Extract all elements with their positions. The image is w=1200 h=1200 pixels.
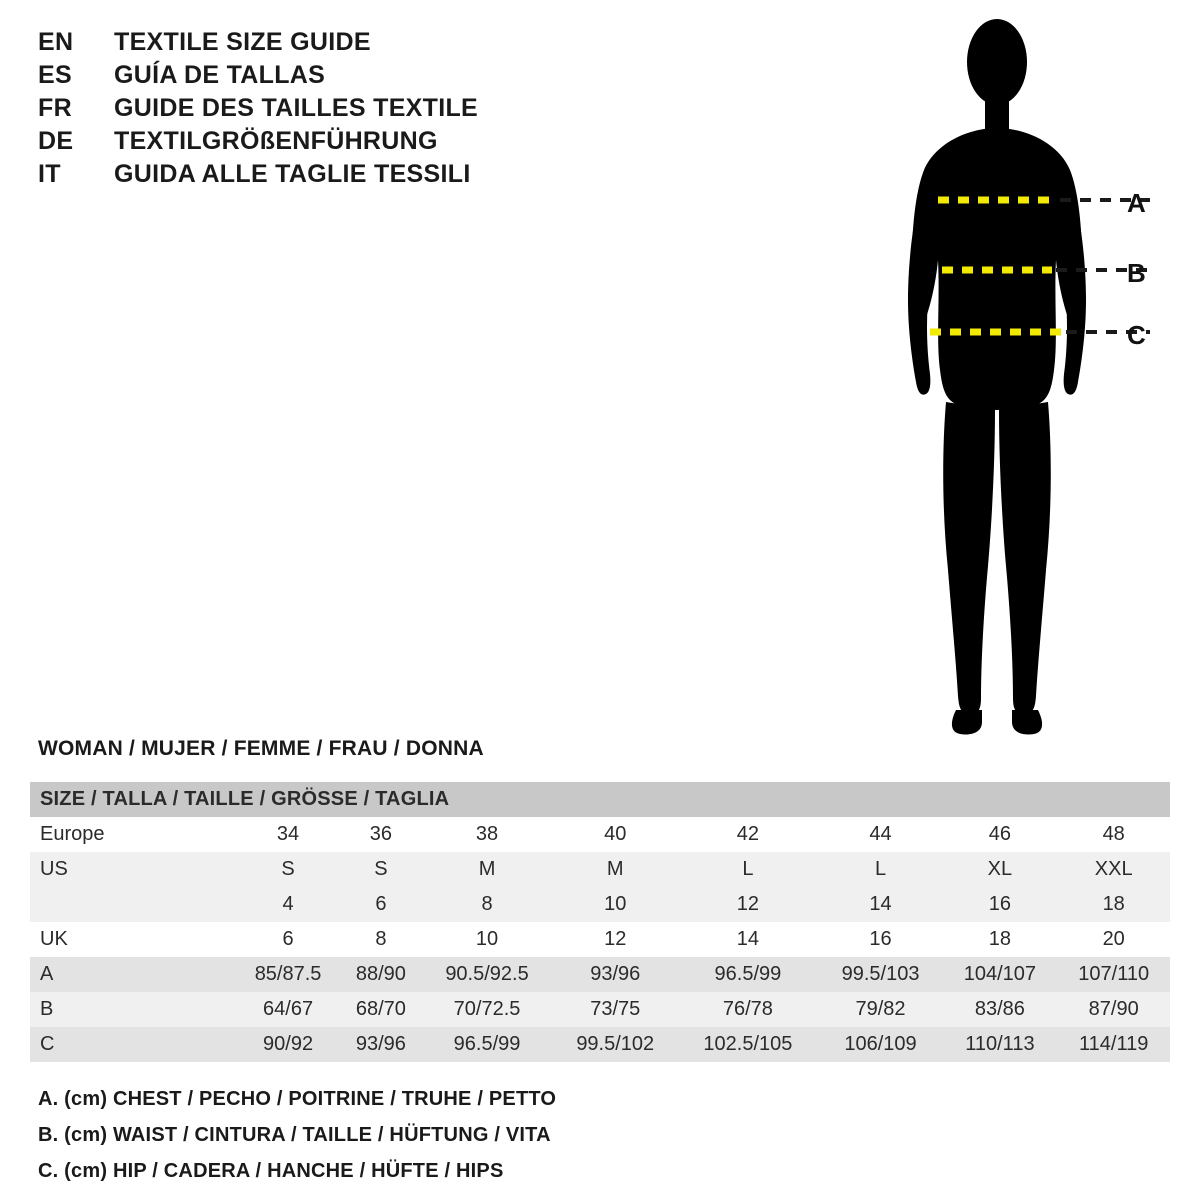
cell: XXL bbox=[1094, 858, 1133, 880]
cell: 42 bbox=[736, 823, 759, 845]
cell: XL bbox=[987, 858, 1013, 880]
cell: 38 bbox=[475, 823, 499, 845]
cell: L bbox=[742, 858, 754, 880]
cell: 102.5/105 bbox=[703, 1033, 793, 1055]
cell: 44 bbox=[869, 823, 892, 845]
cell: 88/90 bbox=[355, 963, 406, 985]
cell: 90.5/92.5 bbox=[445, 963, 529, 985]
cell: 93/96 bbox=[355, 1033, 406, 1055]
cell: 99.5/103 bbox=[841, 963, 920, 985]
footnote-list bbox=[38, 1088, 556, 1196]
measure-label-c: C bbox=[1127, 320, 1146, 350]
language-code: EN bbox=[38, 28, 74, 56]
table-row bbox=[30, 887, 1170, 922]
cell: 87/90 bbox=[1088, 998, 1139, 1020]
language-title: TEXTILE SIZE GUIDE bbox=[114, 28, 371, 56]
language-row-es bbox=[38, 61, 558, 90]
cell: 73/75 bbox=[590, 998, 641, 1020]
table-row bbox=[30, 1027, 1170, 1062]
cell: 12 bbox=[736, 893, 759, 915]
table-row bbox=[30, 817, 1170, 852]
language-title: GUÍA DE TALLAS bbox=[114, 61, 326, 89]
cell: 110/113 bbox=[965, 1033, 1035, 1055]
row-label: B bbox=[40, 998, 54, 1020]
footnote-hip: C. (cm) HIP / CADERA / HANCHE / HÜFTE / HIPS bbox=[38, 1160, 504, 1182]
cell: M bbox=[478, 858, 496, 880]
footnote-waist: B. (cm) WAIST / CINTURA / TAILLE / HÜFTUNG / VITA bbox=[38, 1124, 551, 1146]
cell: 90/92 bbox=[263, 1033, 314, 1055]
cell: 36 bbox=[369, 823, 393, 845]
measure-label-a: A bbox=[1127, 188, 1146, 218]
row-label: Europe bbox=[40, 823, 105, 845]
cell: 16 bbox=[988, 893, 1012, 915]
footnote-chest: A. (cm) CHEST / PECHO / POITRINE / TRUHE / PETTO bbox=[38, 1088, 557, 1110]
row-label: A bbox=[40, 963, 54, 985]
cell: 20 bbox=[1102, 928, 1125, 950]
language-row-en bbox=[38, 28, 558, 57]
cell: 96.5/99 bbox=[453, 1033, 521, 1055]
cell: 85/87.5 bbox=[254, 963, 322, 985]
cell: 10 bbox=[475, 928, 499, 950]
cell: 12 bbox=[604, 928, 627, 950]
cell: 40 bbox=[604, 823, 627, 845]
cell: 93/96 bbox=[590, 963, 641, 985]
language-row-fr bbox=[38, 94, 558, 123]
size-table bbox=[30, 782, 1170, 1062]
language-row-it bbox=[38, 160, 558, 189]
cell: M bbox=[606, 858, 624, 880]
cell: S bbox=[374, 858, 388, 880]
cell: 18 bbox=[988, 928, 1012, 950]
language-title: TEXTILGRÖßENFÜHRUNG bbox=[114, 127, 438, 155]
row-label: UK bbox=[40, 928, 68, 950]
row-label bbox=[30, 887, 235, 922]
cell: 14 bbox=[869, 893, 892, 915]
language-title: GUIDE DES TAILLES TEXTILE bbox=[114, 94, 479, 122]
female-silhouette-icon bbox=[850, 10, 1190, 750]
cell: 83/86 bbox=[974, 998, 1025, 1020]
cell: 34 bbox=[276, 823, 300, 845]
language-row-de bbox=[38, 127, 558, 156]
measure-label-b: B bbox=[1127, 258, 1146, 288]
table-row bbox=[30, 992, 1170, 1027]
cell: 18 bbox=[1102, 893, 1125, 915]
cell: 10 bbox=[604, 893, 627, 915]
language-title-list bbox=[38, 28, 558, 193]
cell: S bbox=[281, 858, 295, 880]
table-row bbox=[30, 957, 1170, 992]
language-title: GUIDA ALLE TAGLIE TESSILI bbox=[114, 160, 471, 188]
cell: 99.5/102 bbox=[576, 1033, 655, 1055]
cell: 104/107 bbox=[963, 963, 1037, 985]
cell: 107/110 bbox=[1078, 963, 1150, 985]
cell: 114/119 bbox=[1079, 1033, 1149, 1055]
section-title-woman: WOMAN / MUJER / FEMME / FRAU / DONNA bbox=[38, 737, 484, 760]
cell: 8 bbox=[375, 928, 387, 950]
cell: 64/67 bbox=[263, 998, 314, 1020]
cell: 16 bbox=[869, 928, 892, 950]
cell: L bbox=[874, 858, 887, 880]
language-code: DE bbox=[38, 127, 74, 155]
row-label: C bbox=[40, 1033, 55, 1055]
row-label: US bbox=[40, 858, 68, 880]
cell: 106/109 bbox=[844, 1033, 917, 1055]
table-header-row bbox=[30, 782, 1170, 817]
table-row bbox=[30, 852, 1170, 887]
cell: 70/72.5 bbox=[453, 998, 521, 1020]
female-body-diagram bbox=[850, 10, 1190, 750]
cell: 79/82 bbox=[855, 998, 906, 1020]
cell: 76/78 bbox=[722, 998, 773, 1020]
language-code: FR bbox=[38, 94, 72, 122]
language-code: ES bbox=[38, 61, 72, 89]
cell: 8 bbox=[481, 893, 493, 915]
cell: 96.5/99 bbox=[714, 963, 782, 985]
cell: 4 bbox=[282, 893, 294, 915]
cell: 46 bbox=[988, 823, 1012, 845]
cell: 68/70 bbox=[355, 998, 406, 1020]
language-code: IT bbox=[38, 160, 61, 188]
table-header-label: SIZE / TALLA / TAILLE / GRÖSSE / TAGLIA bbox=[30, 782, 1170, 817]
cell: 6 bbox=[375, 893, 387, 915]
cell: 48 bbox=[1102, 823, 1125, 845]
table-row bbox=[30, 922, 1170, 957]
cell: 6 bbox=[282, 928, 294, 950]
cell: 14 bbox=[736, 928, 759, 950]
